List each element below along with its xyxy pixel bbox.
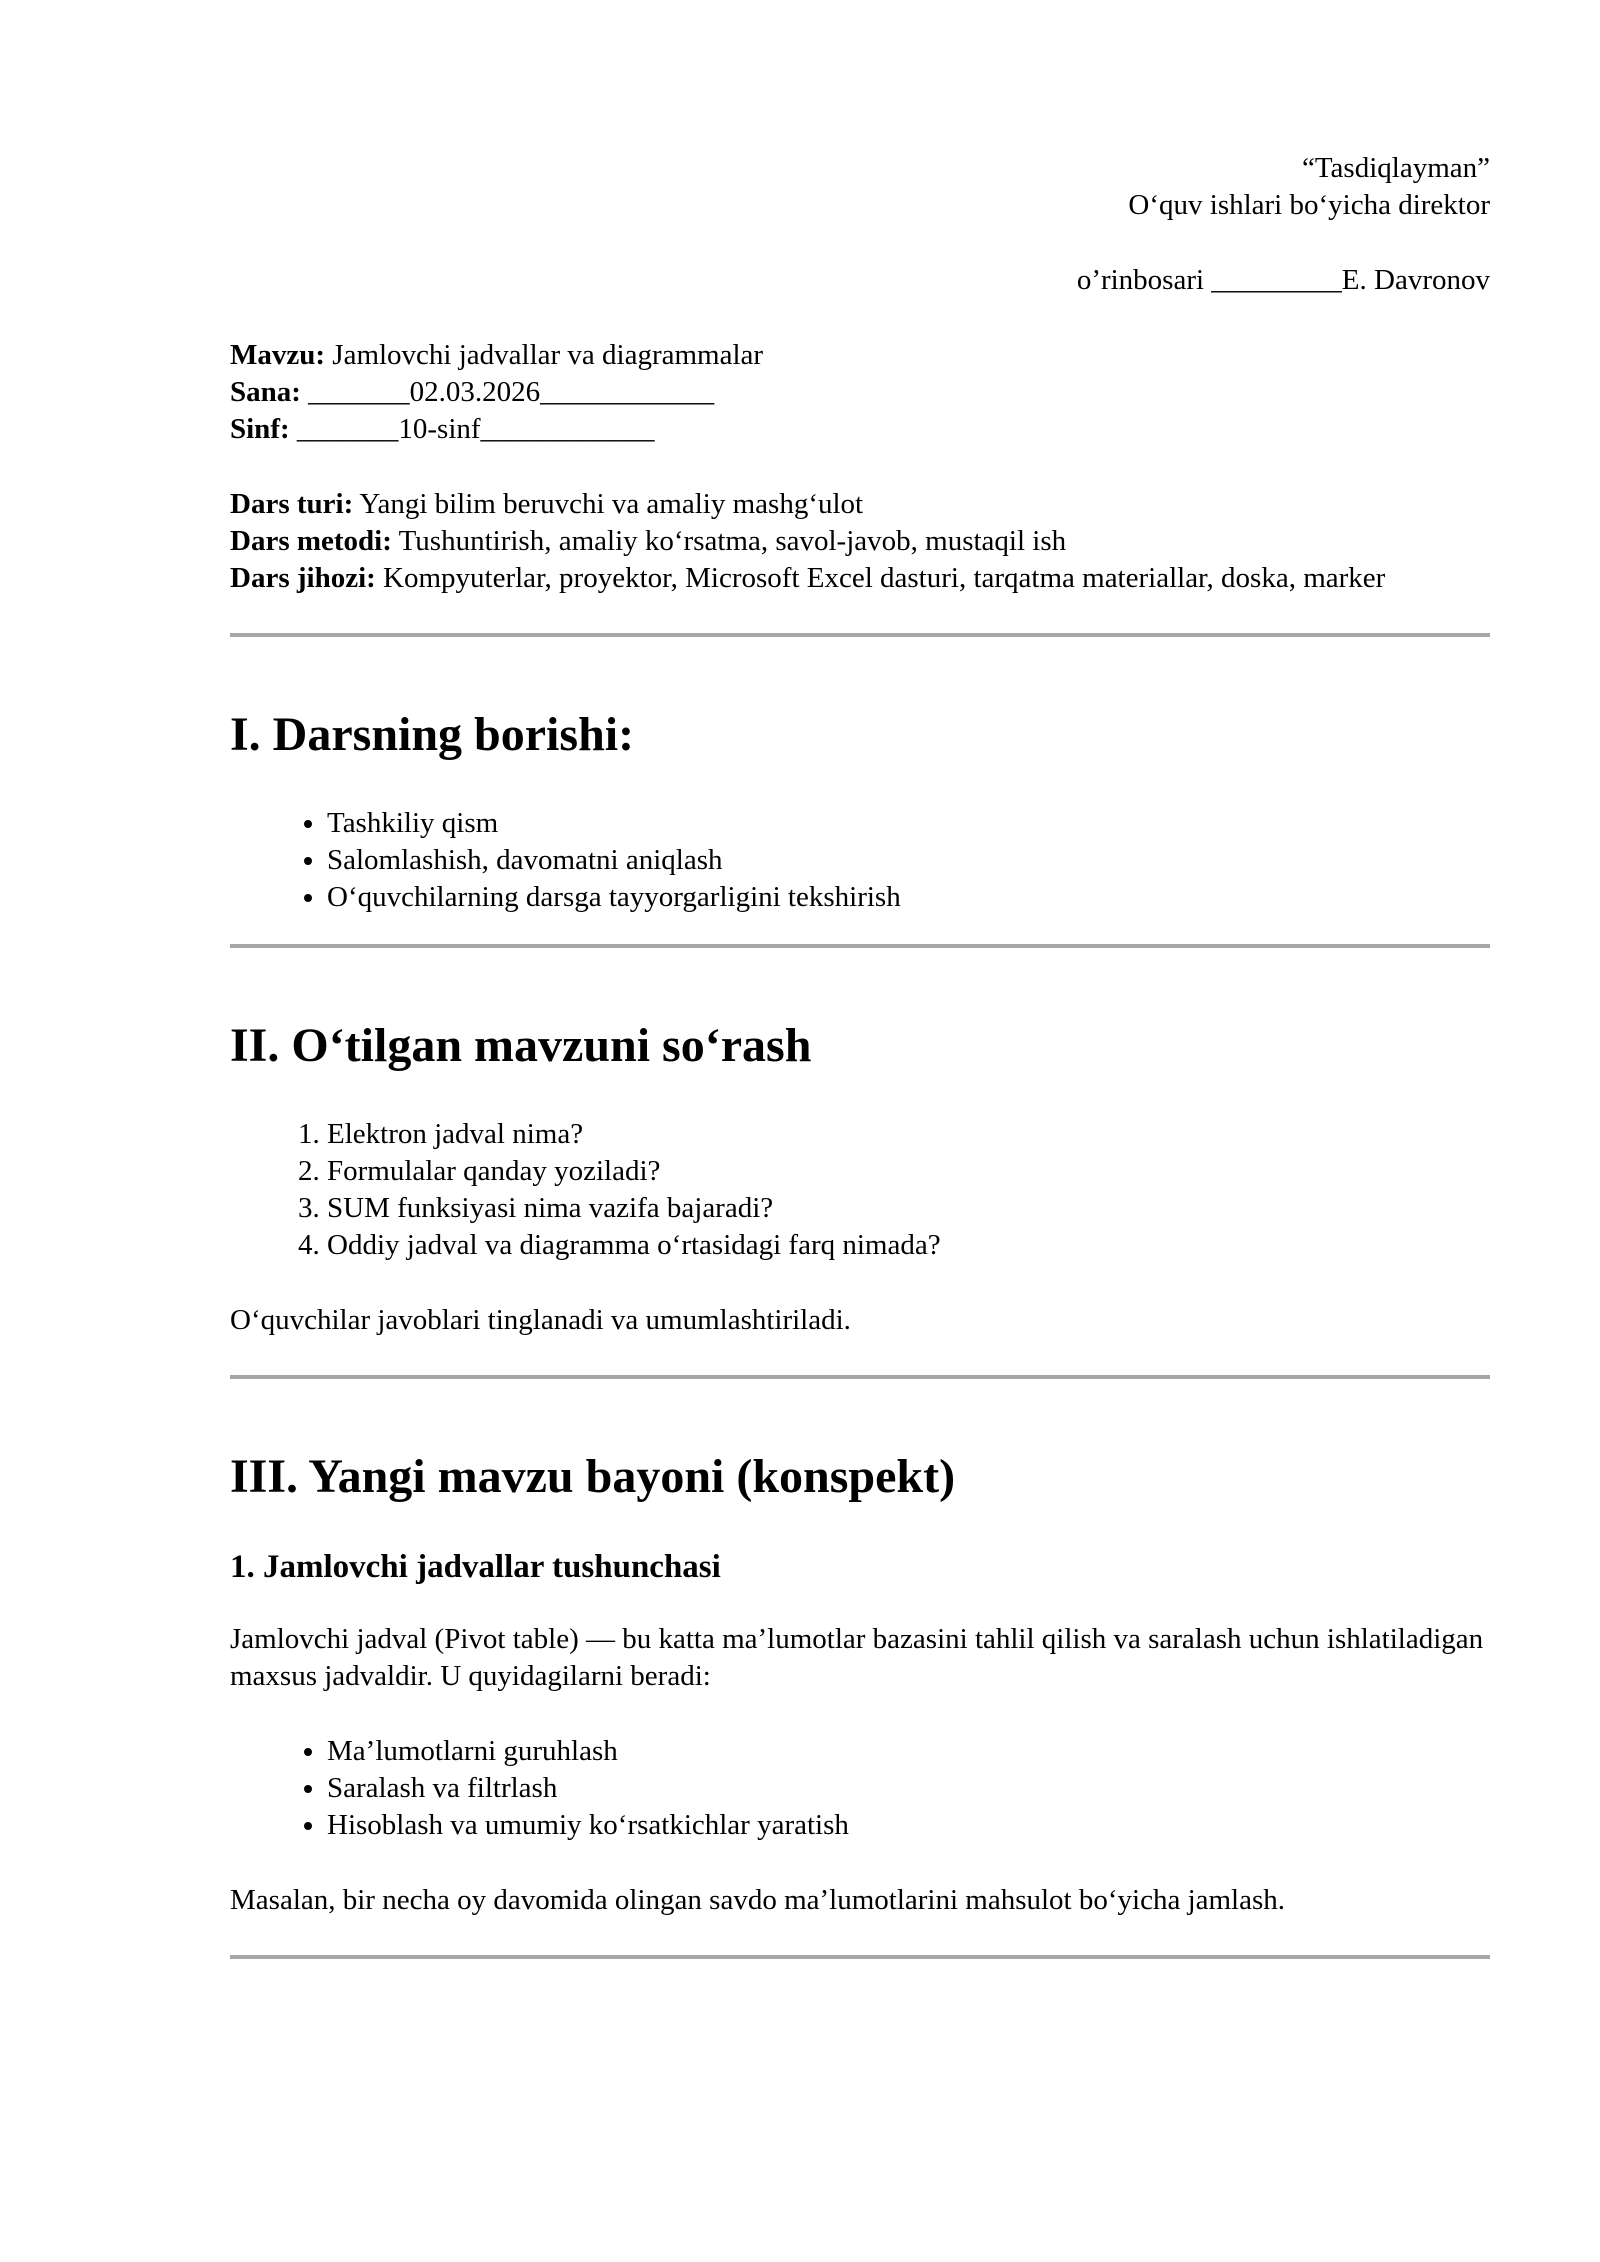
document-content [230,150,1490,1959]
lesson-equipment-label: Dars jihozi: [230,562,376,594]
section-3-example: Masalan, bir necha oy davomida olingan savdo ma’lumotlarini mahsulot bo‘yicha jamlash. [230,1884,1286,1916]
approval-title: “Tasdiqlayman” [1301,152,1490,184]
approval-position: O‘quv ishlari bo‘yicha direktor [1128,189,1490,221]
list-item: • Ma’lumotlarni guruhlash [327,1733,1490,1770]
class-row [230,411,1490,448]
section-2-list [230,1116,1490,1264]
lesson-type-value: Yangi bilim beruvchi va amaliy mashg‘ulot [353,488,864,520]
lesson-method-row [230,523,1490,560]
section-1-title: I. Darsning borishi: [230,708,635,761]
class-label: Sinf: [230,413,290,445]
list-item: • Saralash va filtrlash [327,1770,1490,1807]
section-1-list [230,805,1490,916]
lesson-method-label: Dars metodi: [230,525,392,557]
lesson-method-value: Tushuntirish, amaliy ko‘rsatma, savol-javob, mustaqil ish [391,525,1067,557]
divider [230,633,1490,637]
approval-signature: o’rinbosari _________E. Davronov [1076,264,1490,296]
divider [230,944,1490,948]
date-row [230,374,1490,411]
lesson-equipment-value: Kompyuterlar, proyektor, Microsoft Excel dasturi, tarqatma materiallar, doska, marker [375,562,1386,594]
list-item: • Salomlashish, davomatni aniqlash [327,842,1490,879]
section-3-paragraph: Jamlovchi jadval (Pivot table) — bu katta ma’lumotlar bazasini tahlil qilish va saralash uchun ishlatiladigan maxsus jadvaldir. U quyidagilarni beradi: [230,1623,1484,1692]
section-2-note: O‘quvchilar javoblari tinglanadi va umumlashtiriladi. [230,1304,851,1336]
topic-row [230,337,1490,374]
list-item: 4. Oddiy jadval va diagramma o‘rtasidagi farq nimada? [327,1227,1490,1264]
lesson-details [230,486,1490,597]
list-item: 1. Elektron jadval nima? [327,1116,1490,1153]
divider [230,1375,1490,1379]
section-3-title: III. Yangi mavzu bayoni (konspekt) [230,1450,956,1503]
topic-value: Jamlovchi jadvallar va diagrammalar [325,339,764,371]
divider [230,1955,1490,1959]
date-value: _______02.03.2026____________ [300,376,715,408]
topic-label: Mavzu: [230,339,326,371]
list-item: 2. Formulalar qanday yoziladi? [327,1153,1490,1190]
list-item: • Tashkiliy qism [327,805,1490,842]
section-3-list [230,1733,1490,1844]
class-value: _______10-sinf____________ [289,413,655,445]
lesson-meta [230,337,1490,448]
section-3-subtitle: 1. Jamlovchi jadvallar tushunchasi [230,1549,721,1585]
approval-block [230,150,1490,299]
lesson-equipment-row [230,560,1490,597]
list-item: 3. SUM funksiyasi nima vazifa bajaradi? [327,1190,1490,1227]
list-item: • O‘quvchilarning darsga tayyorgarligini tekshirish [327,879,1490,916]
date-label: Sana: [230,376,301,408]
section-2-title: II. O‘tilgan mavzuni so‘rash [230,1019,812,1072]
lesson-type-label: Dars turi: [230,488,354,520]
list-item: • Hisoblash va umumiy ko‘rsatkichlar yaratish [327,1807,1490,1844]
lesson-type-row [230,486,1490,523]
